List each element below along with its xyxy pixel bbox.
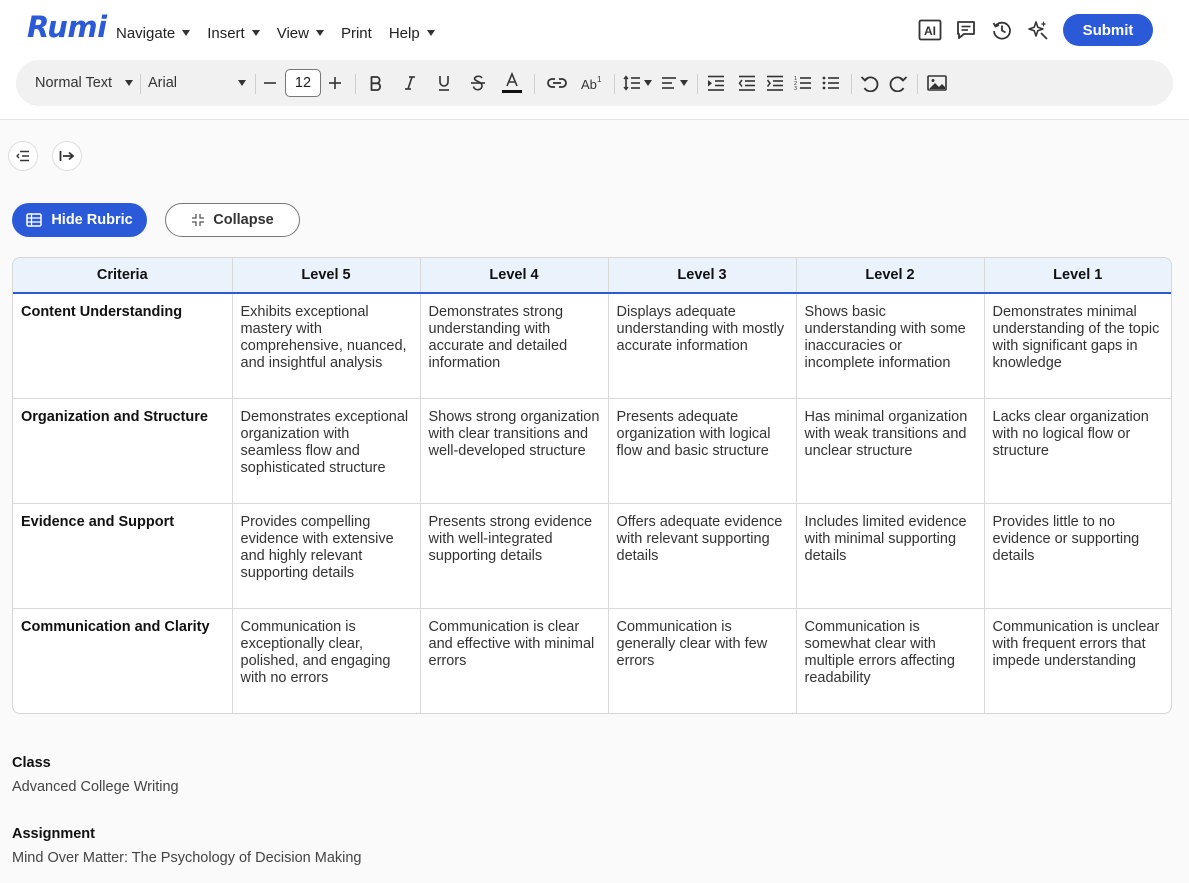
divider: [614, 74, 615, 94]
app-logo[interactable]: Rumi: [27, 10, 107, 44]
strikethrough-icon[interactable]: [467, 60, 489, 106]
svg-text:1: 1: [794, 76, 798, 82]
hide-rubric-button[interactable]: [12, 203, 147, 237]
level-cell: Offers adequate evidence with relevant supporting details: [608, 503, 796, 608]
svg-text:2: 2: [794, 81, 798, 87]
history-icon[interactable]: [990, 18, 1014, 42]
ai-icon[interactable]: [918, 18, 942, 42]
criteria-cell: Organization and Structure: [13, 398, 232, 503]
top-icon-group: [918, 18, 1050, 42]
level-cell: Demonstrates strong understanding with accurate and detailed information: [420, 293, 608, 398]
comment-icon[interactable]: [954, 18, 978, 42]
table-row: [13, 608, 1171, 713]
level-cell: Presents strong evidence with well-integrated supporting details: [420, 503, 608, 608]
caret-down-icon: [644, 80, 652, 86]
minus-icon[interactable]: [260, 60, 280, 106]
collapse-icon: [191, 213, 205, 227]
level-cell: Shows basic understanding with some inaccuracies or incomplete information: [796, 293, 984, 398]
column-header: Level 1: [984, 258, 1171, 293]
italic-icon[interactable]: [399, 60, 421, 106]
level-cell: Communication is exceptionally clear, polished, and engaging with no errors: [232, 608, 420, 713]
superscript-icon[interactable]: [580, 60, 604, 106]
text-style-value: Normal Text: [35, 75, 113, 91]
divider: [851, 74, 852, 94]
bulleted-list-icon[interactable]: [820, 60, 842, 106]
class-label: Class: [12, 755, 51, 771]
menu-insert[interactable]: [207, 24, 260, 42]
caret-down-icon: [125, 80, 133, 86]
rubric-table: [12, 257, 1172, 714]
level-cell: Shows strong organization with clear transitions and well-developed structure: [420, 398, 608, 503]
column-header: Level 5: [232, 258, 420, 293]
column-header: Level 2: [796, 258, 984, 293]
svg-text:AI: AI: [924, 24, 936, 38]
criteria-cell: Communication and Clarity: [13, 608, 232, 713]
indent-icon[interactable]: [705, 60, 727, 106]
table-row: [13, 503, 1171, 608]
menu-label: Help: [388, 24, 420, 42]
assignment-value: Mind Over Matter: The Psychology of Decision Making: [12, 850, 362, 866]
class-value: Advanced College Writing: [12, 779, 179, 795]
image-icon[interactable]: [925, 60, 949, 106]
level-cell: Lacks clear organization with no logical flow or structure: [984, 398, 1171, 503]
divider: [534, 74, 535, 94]
sparkle-icon[interactable]: [1026, 18, 1050, 42]
level-cell: Provides compelling evidence with extensive and highly relevant supporting details: [232, 503, 420, 608]
criteria-cell: Evidence and Support: [13, 503, 232, 608]
level-cell: Communication is clear and effective with minimal errors: [420, 608, 608, 713]
table-row: [13, 293, 1171, 398]
level-cell: Demonstrates exceptional organization with seamless flow and sophisticated structure: [232, 398, 420, 503]
svg-text:1: 1: [597, 75, 602, 84]
caret-down-icon: [238, 80, 246, 86]
menu-help[interactable]: [389, 24, 435, 42]
divider: [255, 74, 256, 94]
menu-label: Print: [340, 24, 372, 42]
level-cell: Communication is somewhat clear with multiple errors affecting readability: [796, 608, 984, 713]
divider: [140, 74, 141, 94]
level-cell: Exhibits exceptional mastery with comprehensive, nuanced, and insightful analysis: [232, 293, 420, 398]
submit-button[interactable]: Submit: [1063, 14, 1153, 46]
caret-down-icon: [427, 30, 435, 36]
top-bar: [0, 0, 1189, 120]
menu-navigate[interactable]: [116, 24, 190, 42]
svg-text:3: 3: [794, 86, 798, 91]
svg-text:Ab: Ab: [581, 77, 597, 92]
font-value: Arial: [148, 75, 178, 91]
column-header: Level 3: [608, 258, 796, 293]
menu-label: Navigate: [116, 24, 176, 42]
level-cell: Has minimal organization with weak transitions and unclear structure: [796, 398, 984, 503]
outline-toggle-button[interactable]: [8, 141, 38, 171]
main-menu: [116, 24, 435, 42]
line-spacing-icon[interactable]: [620, 60, 654, 106]
level-cell: Communication is unclear with frequent errors that impede understanding: [992, 618, 1160, 669]
assignment-label: Assignment: [12, 826, 95, 842]
font-select[interactable]: [148, 60, 246, 106]
text-color-icon[interactable]: [500, 60, 524, 106]
divider: [355, 74, 356, 94]
level-cell: Presents adequate organization with logical flow and basic structure: [608, 398, 796, 503]
text-style-select[interactable]: [35, 60, 133, 106]
divider: [697, 74, 698, 94]
level-cell: Provides little to no evidence or supporting details: [984, 503, 1171, 608]
plus-icon[interactable]: [325, 60, 345, 106]
hide-rubric-label: Hide Rubric: [51, 212, 133, 228]
table-row: [13, 398, 1171, 503]
caret-down-icon: [182, 30, 190, 36]
underline-icon[interactable]: [433, 60, 455, 106]
collapse-button[interactable]: [165, 203, 300, 237]
align-icon[interactable]: [658, 60, 690, 106]
divider: [917, 74, 918, 94]
table-header-row: [13, 258, 1171, 293]
formatting-toolbar: [16, 60, 1173, 106]
outline-icon: [16, 150, 30, 162]
menu-label: Insert: [207, 24, 245, 42]
font-size-input[interactable]: 12: [285, 69, 321, 97]
column-header: Criteria: [13, 258, 232, 293]
table-icon: [26, 213, 42, 227]
caret-down-icon: [680, 80, 688, 86]
numbered-list-icon[interactable]: [792, 60, 814, 106]
menu-label: View: [276, 24, 309, 42]
caret-down-icon: [316, 30, 324, 36]
column-header: Level 4: [420, 258, 608, 293]
caret-down-icon: [252, 30, 260, 36]
undo-icon[interactable]: [859, 60, 881, 106]
menu-view[interactable]: [277, 24, 324, 42]
redo-icon[interactable]: [887, 60, 909, 106]
level-cell: Includes limited evidence with minimal supporting details: [796, 503, 984, 608]
expand-panel-button[interactable]: [52, 141, 82, 171]
link-icon[interactable]: [545, 60, 569, 106]
increase-indent-icon[interactable]: [764, 60, 786, 106]
criteria-cell: Content Understanding: [13, 293, 232, 398]
level-cell: Demonstrates minimal understanding of the topic with significant gaps in knowledge: [984, 293, 1171, 398]
decrease-indent-icon[interactable]: [736, 60, 758, 106]
collapse-label: Collapse: [213, 212, 274, 228]
menu-print[interactable]: [341, 24, 372, 42]
arrow-right-bar-icon: [59, 150, 75, 162]
bold-icon[interactable]: [365, 60, 387, 106]
level-cell: Displays adequate understanding with mostly accurate information: [608, 293, 796, 398]
level-cell: Communication is generally clear with few errors: [608, 608, 796, 713]
